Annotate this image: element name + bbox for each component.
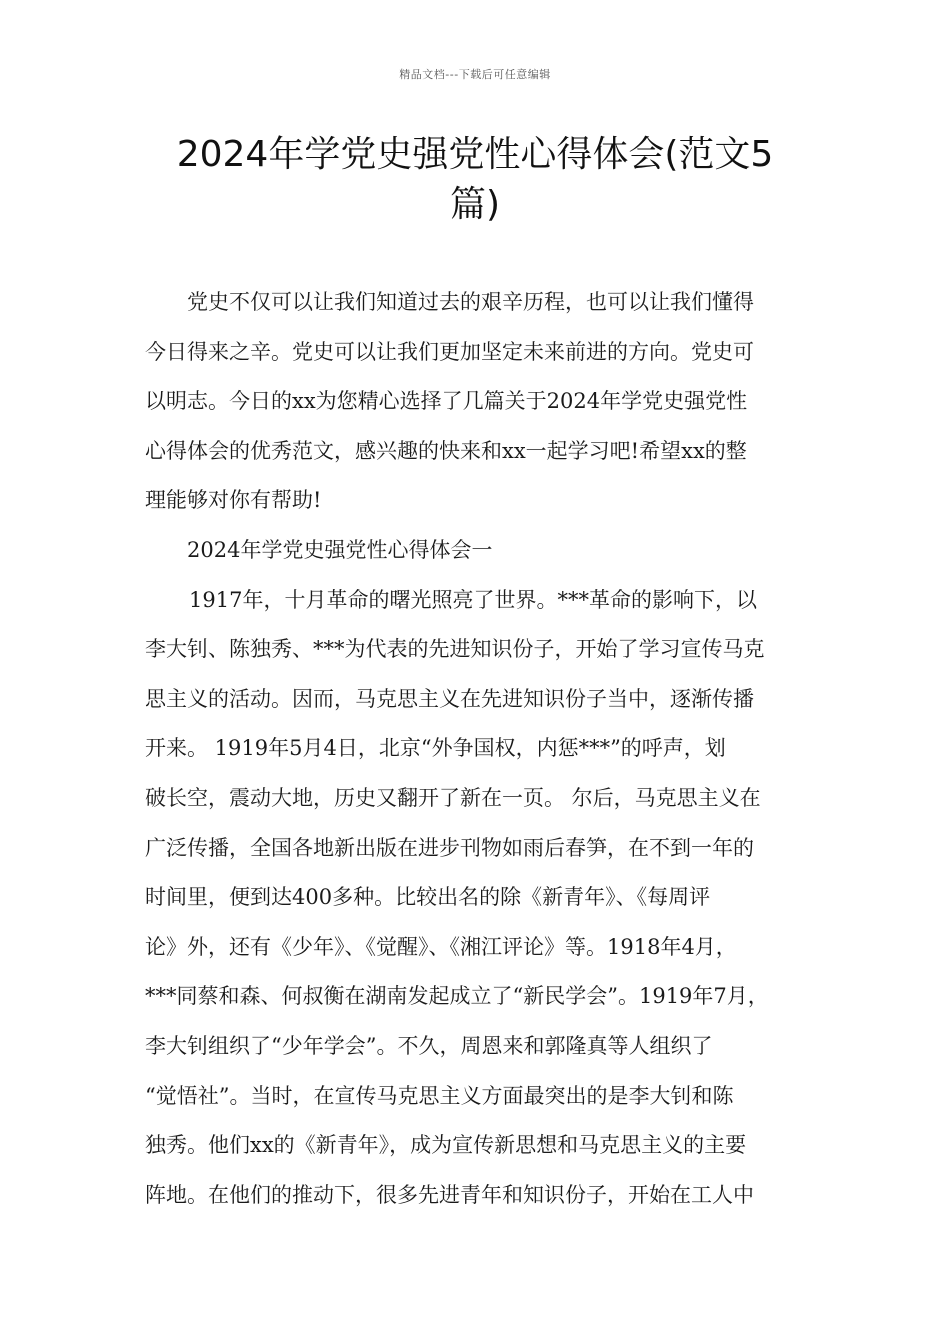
body-line: 以明志。今日的xx为您精心选择了几篇关于2024年学党史强党性 — [145, 389, 748, 414]
body-line: 阵地。在他们的推动下，很多先进青年和知识份子，开始在工人中 — [145, 1182, 754, 1207]
document-title — [120, 130, 830, 230]
body-line: 1917年，十月革命的曙光照亮了世界。***革命的影响下，以 — [189, 587, 757, 612]
body-line: 论》外，还有《少年》、《觉醒》、《湘江评论》等。1918年4月， — [145, 934, 737, 959]
body-line: 广泛传播，全国各地新出版在进步刊物如雨后春笋，在不到一年的 — [145, 835, 754, 860]
body-line: 开来。 1919年5月4日，北京“外争国权，内惩***”的呼声，划 — [145, 736, 726, 761]
document-body — [145, 278, 815, 1220]
header-note: 精品文档---下载后可任意编辑 — [399, 68, 551, 81]
body-line: 思主义的活动。因而，马克思主义在先进知识份子当中，逐渐传播 — [145, 686, 754, 711]
body-line: 破长空，震动大地，历史又翻开了新在一页。 尔后，马克思主义在 — [145, 785, 761, 810]
body-line: 李大钊、陈独秀、***为代表的先进知识份子，开始了学习宣传马克 — [145, 637, 765, 662]
section-heading: 2024年学党史强党性心得体会一 — [187, 537, 493, 562]
body-line: 党史不仅可以让我们知道过去的艰辛历程，也可以让我们懂得 — [187, 290, 754, 314]
body-line: “觉悟社”。当时，在宣传马克思主义方面最突出的是李大钊和陈 — [145, 1083, 734, 1108]
body-line: ***同蔡和森、何叔衡在湖南发起成立了“新民学会”。1919年7月， — [145, 984, 769, 1009]
body-line: 心得体会的优秀范文，感兴趣的快来和xx一起学习吧!希望xx的整 — [145, 438, 747, 463]
body-line: 李大钊组织了“少年学会”。不久，周恩来和郭隆真等人组织了 — [145, 1033, 713, 1058]
title-line: 2024年学党史强党性心得体会(范文5 — [176, 134, 774, 175]
title-line: 篇) — [449, 184, 501, 225]
body-line: 今日得来之辛。党史可以让我们更加坚定未来前进的方向。党史可 — [145, 339, 754, 364]
body-line: 独秀。他们xx的《新青年》，成为宣传新思想和马克思主义的主要 — [145, 1133, 747, 1158]
body-line: 理能够对你有帮助! — [145, 488, 322, 513]
body-line: 时间里，便到达400多种。比较出名的除《新青年》、《每周评 — [145, 885, 711, 910]
